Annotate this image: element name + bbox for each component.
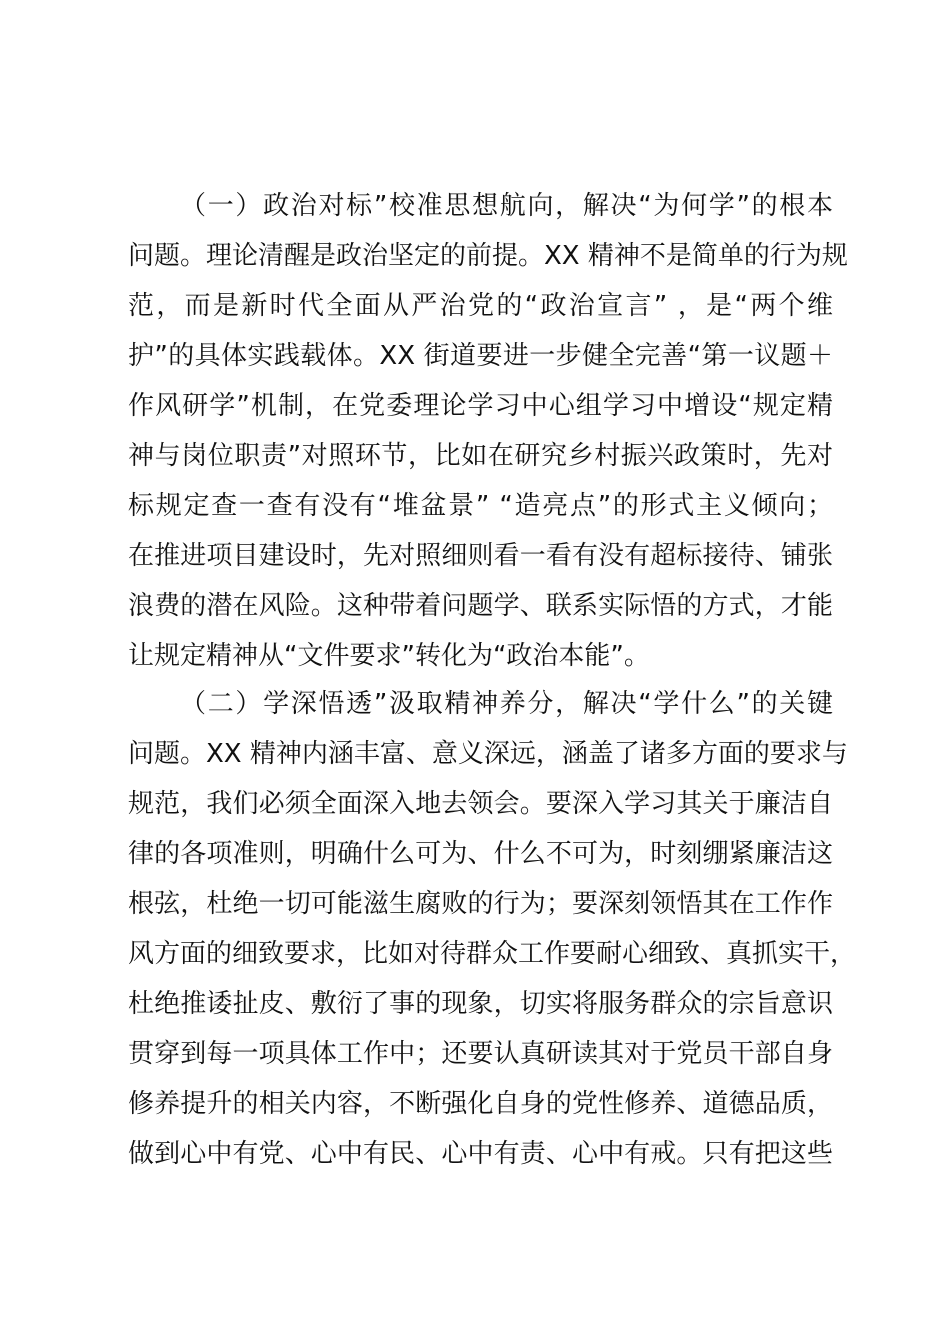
- text-line: 问题。XX 精神内涵丰富、意义深远，涵盖了诸多方面的要求与: [128, 739, 848, 769]
- paragraph-political-benchmark: [128, 181, 848, 681]
- text-line: 规范，我们必须全面深入地去领会。要深入学习其关于廉洁自: [128, 789, 833, 819]
- text-line: 护”的具体实践载体。XX 街道要进一步健全完善“第一议题＋: [128, 341, 833, 371]
- text-line: 在推进项目建设时，先对照细则看一看有没有超标接待、铺张: [128, 541, 833, 571]
- text-line: 浪费的潜在风险。这种带着问题学、联系实际悟的方式，才能: [128, 591, 833, 621]
- text-line: 神与岗位职责”对照环节，比如在研究乡村振兴政策时，先对: [128, 441, 833, 471]
- text-line: 做到心中有党、心中有民、心中有责、心中有戒。只有把这些: [128, 1139, 833, 1169]
- paragraph-deep-study: [128, 679, 857, 1179]
- text-line: 让规定精神从“文件要求”转化为“政治本能”。: [128, 641, 650, 671]
- text-line: 风方面的细致要求，比如对待群众工作要耐心细致、真抓实干，: [128, 939, 857, 969]
- text-line: 范，而是新时代全面从严治党的“政治宣言” ，是“两个维: [128, 291, 833, 321]
- text-line: 作风研学”机制，在党委理论学习中心组学习中增设“规定精: [128, 391, 833, 421]
- text-line: 根弦，杜绝一切可能滋生腐败的行为；要深刻领悟其在工作作: [128, 889, 833, 919]
- text-line: 律的各项准则，明确什么可为、什么不可为，时刻绷紧廉洁这: [128, 839, 833, 869]
- text-line: 杜绝推诿扯皮、敷衍了事的现象，切实将服务群众的宗旨意识: [128, 989, 833, 1019]
- text-line: （一）政治对标”校准思想航向，解决“为何学”的根本: [180, 191, 833, 221]
- text-line: 贯穿到每一项具体工作中；还要认真研读其对于党员干部自身: [128, 1039, 833, 1069]
- text-line: 修养提升的相关内容，不断强化自身的党性修养、道德品质，: [128, 1089, 833, 1119]
- text-line: （二）学深悟透”汲取精神养分，解决“学什么”的关键: [180, 689, 833, 719]
- text-line: 问题。理论清醒是政治坚定的前提。XX 精神不是简单的行为规: [128, 241, 848, 271]
- text-line: 标规定查一查有没有“堆盆景” “造亮点”的形式主义倾向；: [128, 491, 833, 521]
